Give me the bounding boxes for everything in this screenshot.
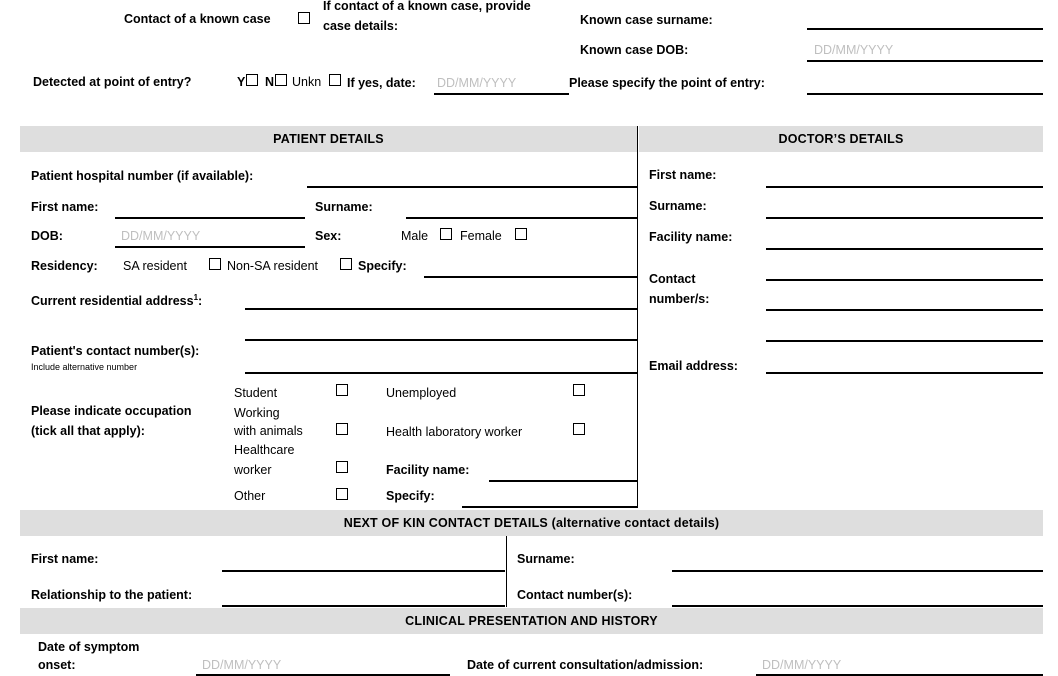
kin-first-name-label: First name: (31, 552, 99, 566)
known-case-dob-input[interactable] (807, 60, 1043, 62)
case-details-label-line2: case details: (323, 19, 399, 33)
occupation-other-label: Other (234, 489, 266, 503)
occupation-working-animals-label-line1: Working (234, 406, 280, 420)
kin-relationship-input[interactable] (222, 605, 505, 607)
next-of-kin-column-divider (506, 536, 507, 607)
poe-option-unknown-checkbox[interactable] (329, 74, 341, 86)
occupation-student-label: Student (234, 386, 278, 400)
symptom-onset-placeholder: DD/MM/YYYY (202, 658, 282, 672)
patient-occupation-label-line2: (tick all that apply): (31, 424, 145, 438)
poe-option-no-label: N (265, 75, 275, 89)
patient-sex-female-label: Female (460, 229, 502, 243)
occupation-healthcare-worker-checkbox[interactable] (336, 461, 348, 473)
occupation-healthcare-worker-label-line1: Healthcare (234, 443, 295, 457)
poe-option-no-checkbox[interactable] (275, 74, 287, 86)
occupation-healthcare-worker-label-line2: worker (234, 463, 272, 477)
patient-doctor-divider (637, 126, 638, 508)
consultation-date-placeholder: DD/MM/YYYY (762, 658, 842, 672)
doctor-contact-numbers-input-line2[interactable] (766, 309, 1043, 311)
occupation-working-animals-label-line2: with animals (234, 424, 303, 438)
patient-address-input-line2[interactable] (245, 339, 637, 341)
residency-non-sa-label: Non-SA resident (227, 259, 319, 273)
known-case-surname-input[interactable] (807, 28, 1043, 30)
patient-sex-female-checkbox[interactable] (515, 228, 527, 240)
kin-contact-numbers-input[interactable] (672, 605, 1043, 607)
known-case-surname-label: Known case surname: (580, 13, 713, 27)
patient-sex-label: Sex: (315, 229, 342, 243)
specify-point-of-entry-label: Please specify the point of entry: (569, 76, 765, 90)
patient-contact-numbers-input[interactable] (245, 372, 637, 374)
patient-hospital-number-input[interactable] (307, 186, 637, 188)
occupation-facility-name-label: Facility name: (386, 463, 470, 477)
patient-first-name-label: First name: (31, 200, 99, 214)
patient-address-footnote-marker: 1 (193, 293, 199, 302)
doctor-first-name-label: First name: (649, 168, 717, 182)
occupation-working-animals-checkbox[interactable] (336, 423, 348, 435)
poe-if-yes-date-placeholder: DD/MM/YYYY (437, 76, 517, 90)
doctor-facility-name-input[interactable] (766, 248, 1043, 250)
poe-option-unknown-label: Unkn (292, 75, 322, 89)
occupation-facility-name-input[interactable] (489, 480, 637, 482)
patient-dob-input[interactable] (115, 246, 305, 248)
known-case-dob-placeholder: DD/MM/YYYY (814, 43, 894, 57)
doctor-email-label: Email address: (649, 359, 738, 373)
residency-specify-input[interactable] (424, 276, 637, 278)
patient-hospital-number-label: Patient hospital number (if available): (31, 169, 254, 183)
next-of-kin-header: NEXT OF KIN CONTACT DETAILS (alternative contact details) (343, 516, 720, 530)
poe-if-yes-date-input[interactable] (434, 93, 569, 95)
known-case-dob-label: Known case DOB: (580, 43, 689, 57)
consultation-date-label: Date of current consultation/admission: (467, 658, 704, 672)
occupation-student-checkbox[interactable] (336, 384, 348, 396)
occupation-unemployed-checkbox[interactable] (573, 384, 585, 396)
kin-contact-numbers-label: Contact number(s): (517, 588, 633, 602)
doctor-details-header: DOCTOR’S DETAILS (778, 132, 904, 146)
patient-contact-numbers-sublabel: Include alternative number (31, 362, 138, 372)
occupation-other-checkbox[interactable] (336, 488, 348, 500)
patient-details-header: PATIENT DETAILS (273, 132, 384, 146)
doctor-contact-numbers-label-line1: Contact (649, 272, 696, 286)
patient-residency-label: Residency: (31, 259, 98, 273)
doctor-surname-input[interactable] (766, 217, 1043, 219)
patient-dob-placeholder: DD/MM/YYYY (121, 229, 201, 243)
poe-option-yes-label: Y (237, 75, 246, 89)
patient-surname-label: Surname: (315, 200, 373, 214)
specify-point-of-entry-input[interactable] (807, 93, 1043, 95)
residency-sa-checkbox[interactable] (209, 258, 221, 270)
patient-dob-label: DOB: (31, 229, 63, 243)
kin-surname-label: Surname: (517, 552, 575, 566)
occupation-health-lab-worker-checkbox[interactable] (573, 423, 585, 435)
patient-address-input-line1[interactable] (245, 308, 637, 310)
patient-surname-input[interactable] (406, 217, 637, 219)
doctor-contact-numbers-input-line1[interactable] (766, 279, 1043, 281)
doctor-email-input[interactable] (766, 372, 1043, 374)
occupation-specify-label: Specify: (386, 489, 435, 503)
patient-contact-numbers-label: Patient's contact number(s): (31, 344, 200, 358)
detected-point-of-entry-label: Detected at point of entry? (33, 75, 192, 89)
case-details-label-line1: If contact of a known case, provide (323, 0, 531, 13)
doctor-first-name-input[interactable] (766, 186, 1043, 188)
clinical-header: CLINICAL PRESENTATION AND HISTORY (405, 614, 658, 628)
patient-sex-male-checkbox[interactable] (440, 228, 452, 240)
occupation-unemployed-label: Unemployed (386, 386, 457, 400)
patient-address-label-text: Current residential address (31, 294, 194, 309)
symptom-onset-label-line2: onset: (38, 658, 76, 672)
residency-specify-label: Specify: (358, 259, 407, 273)
doctor-contact-numbers-input-line3[interactable] (766, 340, 1043, 342)
contact-known-case-label: Contact of a known case (124, 12, 271, 26)
patient-address-label: Current residential address$^1$: (31, 293, 203, 309)
residency-non-sa-checkbox[interactable] (340, 258, 352, 270)
kin-relationship-label: Relationship to the patient: (31, 588, 193, 602)
doctor-contact-numbers-label-line2: number/s: (649, 292, 710, 306)
doctor-surname-label: Surname: (649, 199, 707, 213)
occupation-specify-input[interactable] (462, 506, 637, 508)
doctor-facility-name-label: Facility name: (649, 230, 733, 244)
patient-occupation-label-line1: Please indicate occupation (31, 404, 192, 418)
residency-sa-label: SA resident (123, 259, 187, 273)
symptom-onset-label-line1: Date of symptom (38, 640, 140, 654)
kin-first-name-input[interactable] (222, 570, 505, 572)
occupation-health-lab-worker-label: Health laboratory worker (386, 425, 523, 439)
patient-first-name-input[interactable] (115, 217, 305, 219)
poe-if-yes-date-label: If yes, date: (347, 76, 416, 90)
poe-option-yes-checkbox[interactable] (246, 74, 258, 86)
kin-surname-input[interactable] (672, 570, 1043, 572)
patient-sex-male-label: Male (401, 229, 429, 243)
contact-known-case-checkbox[interactable] (298, 12, 310, 24)
